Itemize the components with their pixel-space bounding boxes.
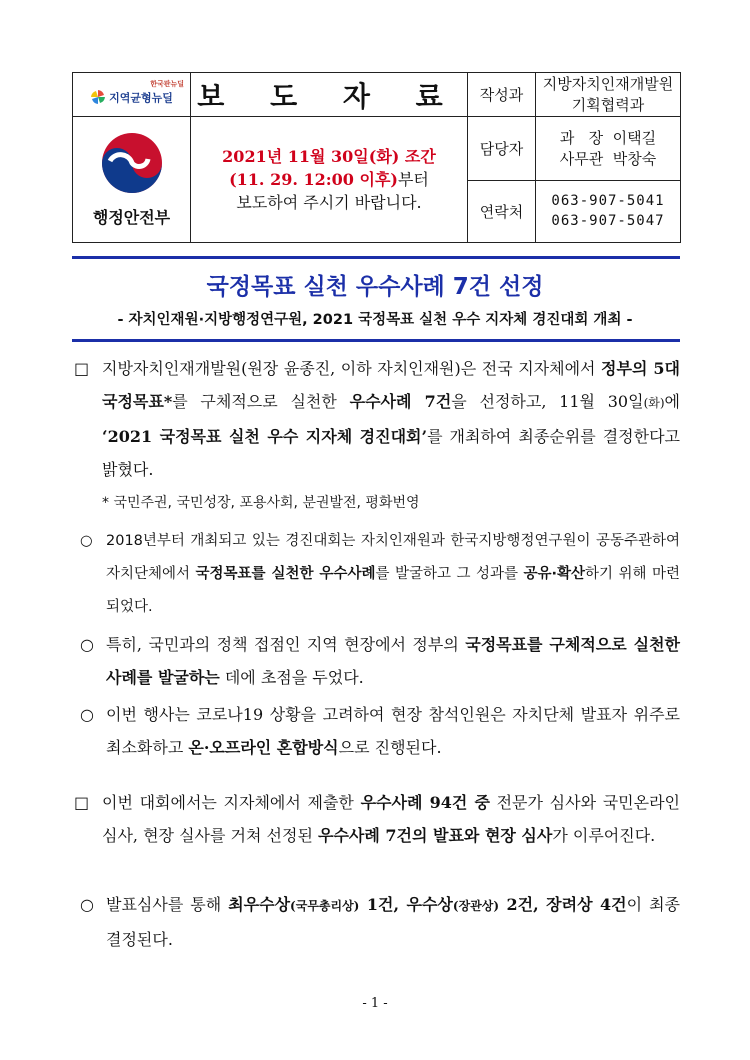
circle-bullet-icon: ○ <box>80 635 94 654</box>
taegeuk-emblem-icon <box>73 131 190 199</box>
slogan-small: 한국판뉴딜 <box>150 80 184 89</box>
c1-text-e: 하기 위해 마련되었다. <box>106 566 681 615</box>
author-dept: 지방자치인재개발원 <box>542 74 674 93</box>
phone-number-2: 063-907-5047 <box>551 212 665 229</box>
author-label: 작성과 <box>468 73 536 117</box>
s2-text-c: 전문가 심사와 국민온라인 심사, 현장 실사를 거쳐 선정된 <box>102 793 680 845</box>
c4-pm-award: (국무총리상) <box>290 899 360 913</box>
new-deal-logo <box>73 73 191 117</box>
subheadline: - 자치인재원·지방행정연구원, 2021 국정목표 실천 우수 지자체 경진대회 개최 - <box>117 312 633 328</box>
ministry-name: 행정안전부 <box>92 208 171 227</box>
contact-director: 과 장 이택길 <box>559 128 657 147</box>
doc-type-title: 보 도 자 료 <box>191 73 468 117</box>
c1-text-c: 를 발굴하고 그 성과를 <box>375 566 524 582</box>
s2-bold-94: 우수사례 94건 중 <box>360 793 490 812</box>
c3-text-c: 으로 진행된다. <box>338 738 442 757</box>
section-2 <box>74 786 680 852</box>
s1-text-e: 을 선정하고, 11월 30일 <box>451 392 644 411</box>
footnote-goals: * 국민주권, 국민성장, 포용사회, 분권발전, 평화번영 <box>102 495 420 511</box>
s2-text-a: 이번 대회에서는 지자체에서 제출한 <box>102 793 361 812</box>
s1-text-a: 지방자치인재개발원(원장 윤종진, 이하 자치인재원)은 전국 지자체에서 <box>102 359 602 378</box>
square-bullet-icon: □ <box>74 793 90 812</box>
pinwheel-icon <box>90 89 106 108</box>
headline-rule-bottom <box>72 339 680 342</box>
s1-weekday: (화) <box>643 396 665 410</box>
embargo-time: (11. 29. 12:00 이후) <box>229 169 398 189</box>
square-bullet-icon: □ <box>74 359 90 378</box>
c4-bold-encourage: 2건, 장려상 4건 <box>499 895 627 914</box>
embargo-request: 보도하여 주시기 바랍니다. <box>236 193 422 213</box>
circle-point-3 <box>80 698 680 764</box>
c4-bold-grand: 최우수상 <box>228 895 291 914</box>
embargo-from: 부터 <box>397 169 429 189</box>
author-value <box>536 73 681 117</box>
press-header-table <box>72 72 681 243</box>
c2-text-a: 특히, 국민과의 정책 접점인 지역 현장에서 정부의 <box>106 635 466 654</box>
section-1 <box>74 352 680 486</box>
c1-bold: 국정목표를 실천한 우수사례 <box>195 566 376 582</box>
circle-bullet-icon: ○ <box>80 705 94 724</box>
c4-minister-award: (장관상) <box>452 899 500 913</box>
s2-bold-7: 우수사례 7건의 발표와 현장 심사 <box>318 826 553 845</box>
circle-point-2 <box>80 628 680 694</box>
c1-text-a: 2018년부터 개최되고 있는 경진대회는 자치인재원과 한국지방행정연구원이 공동주관하여 자치단체에서 <box>106 533 680 582</box>
circle-point-4 <box>80 888 680 956</box>
page-number: - 1 - <box>362 996 388 1011</box>
ministry-logo <box>73 117 191 243</box>
contact-officer: 사무관 박창숙 <box>559 149 657 168</box>
c1-bold-share: 공유·확산 <box>523 566 586 582</box>
author-team: 기획협력과 <box>571 95 645 114</box>
c4-text-a: 발표심사를 통해 <box>106 895 229 914</box>
headline-rule-top <box>72 256 680 259</box>
s1-bold-five-goals: 정부의 5대 국정목표* <box>102 359 681 411</box>
s1-bold-contest-name: ‘2021 국정목표 실천 우수 지자체 경진대회’ <box>102 427 428 446</box>
s2-text-e: 가 이루어진다. <box>552 826 656 845</box>
phone-label: 연락처 <box>468 181 536 243</box>
s1-text-c: 를 구체적으로 실천한 <box>172 392 350 411</box>
embargo-notice <box>191 117 468 243</box>
slogan: 지역균형뉴딜 <box>109 91 173 105</box>
c3-text-a: 이번 행사는 코로나19 상황을 고려하여 현장 참석인원은 자치단체 발표자 위주로 최소화하고 <box>106 705 680 757</box>
phone-number-1: 063-907-5041 <box>551 192 665 209</box>
c4-text-g: 이 최종 결정된다. <box>106 895 680 949</box>
circle-bullet-icon: ○ <box>80 533 93 549</box>
embargo-date: 2021년 11월 30일(화) 조간 <box>222 146 436 166</box>
c2-text-c: 데에 초점을 두었다. <box>219 668 364 687</box>
contact-value <box>536 117 681 181</box>
circle-bullet-icon: ○ <box>80 895 94 914</box>
contact-label: 담당자 <box>468 117 536 181</box>
s1-bold-seven-cases: 우수사례 7건 <box>349 392 452 411</box>
circle-point-1 <box>80 525 680 624</box>
phone-value <box>536 181 681 243</box>
c4-bold-excellence: 1건, 우수상 <box>359 895 453 914</box>
s1-text-g: 에 <box>664 392 681 411</box>
s1-text-i: 를 개최하여 최종순위를 결정한다고 밝혔다. <box>102 427 680 479</box>
c3-bold: 온·오프라인 혼합방식 <box>188 738 339 757</box>
headline: 국정목표 실천 우수사례 7건 선정 <box>206 274 544 300</box>
c2-bold: 국정목표를 구체적으로 실천한 사례를 발굴하는 <box>106 635 680 687</box>
